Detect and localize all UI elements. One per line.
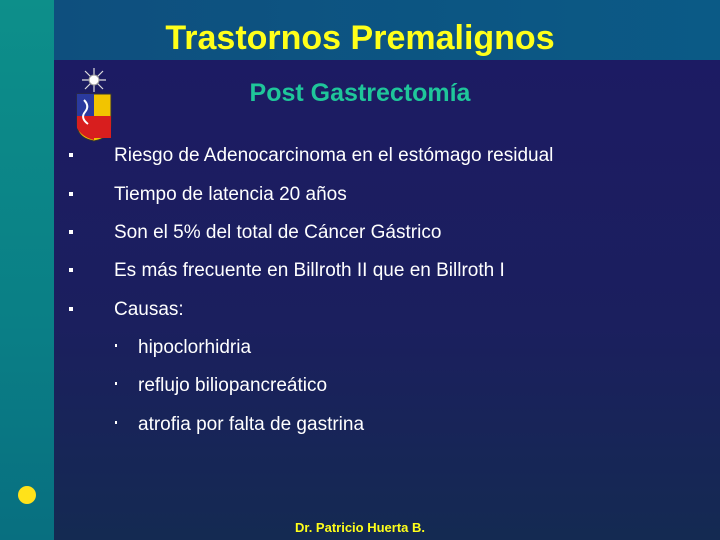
bullet-marker xyxy=(69,153,73,157)
bullet-marker xyxy=(69,268,73,272)
slide-title: Trastornos Premalignos xyxy=(165,19,555,57)
sub-bullet-item xyxy=(110,373,650,399)
sub-bullet-item xyxy=(110,335,650,361)
sub-bullet-text: hipoclorhidria xyxy=(138,337,252,358)
bullet-item xyxy=(66,220,666,246)
slide-subtitle: Post Gastrectomía xyxy=(249,79,471,107)
slide-footer-author: Dr. Patricio Huerta B. xyxy=(294,520,426,535)
bullet-text: Son el 5% del total de Cáncer Gástrico xyxy=(114,222,442,243)
sub-bullet-text: atrofia por falta de gastrina xyxy=(138,414,365,435)
sub-bullet-text: reflujo biliopancreático xyxy=(138,375,328,396)
sub-bullet-marker xyxy=(115,382,117,385)
sub-bullet-marker xyxy=(115,344,117,347)
yellow-circle-icon xyxy=(18,486,36,504)
bullet-marker xyxy=(69,230,73,234)
bullet-marker xyxy=(69,192,73,196)
sub-bullet-item xyxy=(110,412,650,438)
bullet-marker xyxy=(69,307,73,311)
bullet-text: Es más frecuente en Billroth II que en Billroth I xyxy=(114,260,505,281)
bullet-item xyxy=(66,143,666,169)
bullet-text: Riesgo de Adenocarcinoma en el estómago residual xyxy=(114,145,554,166)
sub-bullet-marker xyxy=(115,421,117,424)
bullet-text: Causas: xyxy=(114,299,184,320)
bullet-item xyxy=(66,182,666,208)
left-accent-bar xyxy=(0,0,54,540)
bullet-item xyxy=(66,258,666,284)
bullet-text: Tiempo de latencia 20 años xyxy=(114,184,347,205)
bullet-item xyxy=(66,297,666,323)
